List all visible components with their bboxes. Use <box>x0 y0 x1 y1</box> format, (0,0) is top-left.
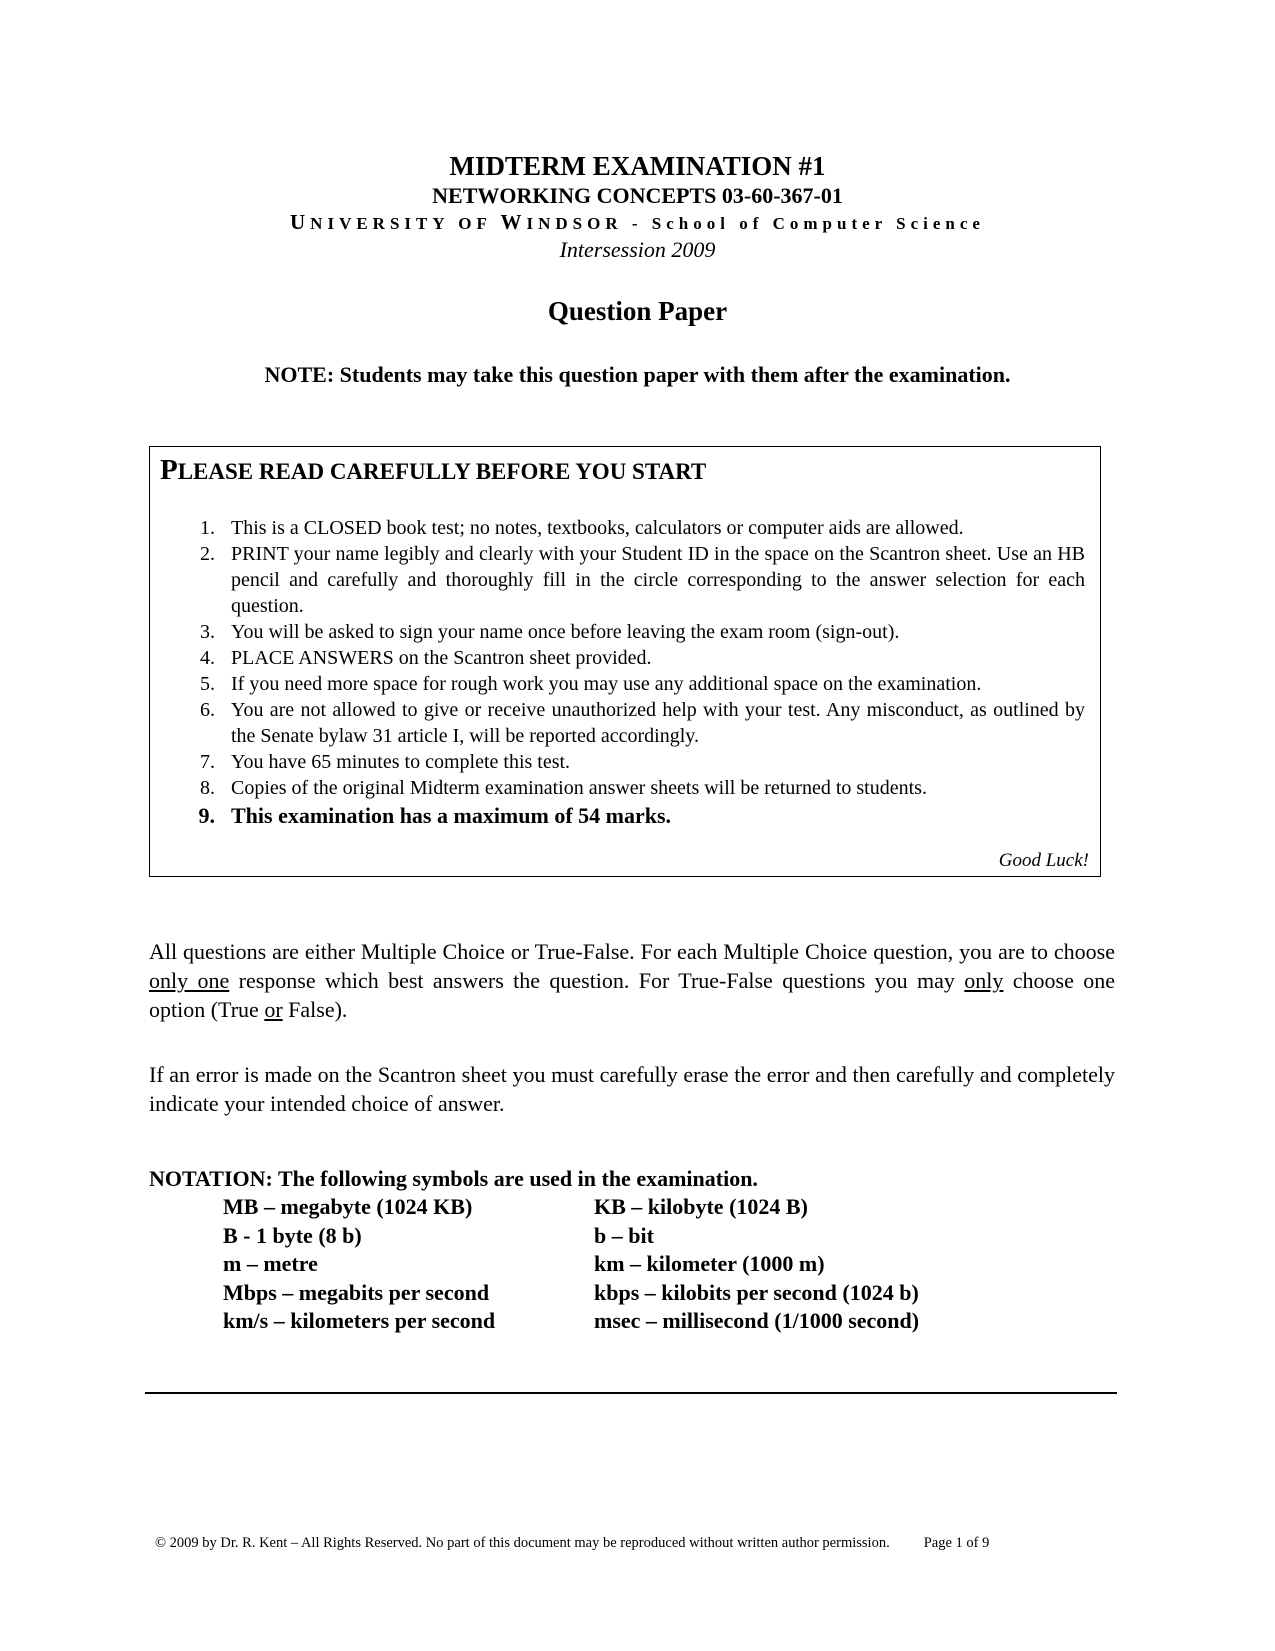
item-number: 6. <box>200 699 215 721</box>
paper-type: Question Paper <box>547 296 728 326</box>
page-number: Page 1 of 9 <box>923 1535 990 1551</box>
instructions-box <box>149 446 1101 877</box>
list-item <box>185 801 1085 831</box>
list-item <box>185 775 1085 801</box>
question-format-paragraph <box>149 937 1115 1024</box>
item-text: This is a CLOSED book test; no notes, textbooks, calculators or computer aids are allowed. <box>231 517 964 539</box>
notation-cell: KB – kilobyte (1024 B) <box>594 1194 808 1219</box>
item-number: 4. <box>200 647 215 669</box>
item-text: You are not allowed to give or receive unauthorized help with your test. Any misconduct, as outlined by the Senate bylaw 31 article I, will be reported accordingly. <box>231 699 1085 747</box>
instructions-list <box>185 515 1085 831</box>
footer <box>155 1534 989 1552</box>
university-text-2: INDSOR - School of Computer Science <box>526 214 985 233</box>
item-number: 5. <box>200 673 215 695</box>
list-item <box>185 749 1085 775</box>
university-initial-u: U <box>290 210 311 234</box>
item-number: 2. <box>200 543 215 565</box>
notation-row <box>223 1250 919 1279</box>
list-item <box>185 697 1085 749</box>
notation-cell: kbps – kilobits per second (1024 b) <box>594 1279 919 1305</box>
paragraph-text: False). <box>282 997 348 1022</box>
item-number: 9. <box>198 803 215 828</box>
course-title: NETWORKING CONCEPTS 03-60-367-01 <box>432 183 843 208</box>
horizontal-divider <box>145 1392 1117 1394</box>
list-item <box>185 515 1085 541</box>
item-text: This examination has a maximum of 54 marks. <box>231 803 672 828</box>
notation-title: NOTATION: The following symbols are used in the examination. <box>149 1166 758 1191</box>
item-text: PLACE ANSWERS on the Scantron sheet provided. <box>231 647 652 669</box>
notation-cell: Mbps – megabits per second <box>223 1279 490 1305</box>
heading-initial: P <box>160 454 178 486</box>
underlined-text: only <box>964 968 1004 993</box>
good-luck: Good Luck! <box>998 850 1089 871</box>
list-item <box>185 619 1085 645</box>
university-text-1: NIVERSITY OF <box>310 214 501 233</box>
copyright-notice: © 2009 by Dr. R. Kent – All Rights Reserved. No part of this document may be reproduced without written author permission. <box>155 1535 890 1551</box>
item-text: You will be asked to sign your name once before leaving the exam room (sign-out). <box>231 621 900 643</box>
item-number: 8. <box>200 777 215 799</box>
underlined-text: or <box>264 997 283 1022</box>
notation-cell: km/s – kilometers per second <box>223 1308 496 1333</box>
notation-cell: m – metre <box>223 1251 318 1276</box>
list-item <box>185 671 1085 697</box>
notation-table <box>223 1193 919 1336</box>
exam-title: MIDTERM EXAMINATION #1 <box>449 151 826 181</box>
item-number: 1. <box>200 517 215 539</box>
notation-row <box>223 1307 919 1336</box>
notation-cell: B - 1 byte (8 b) <box>223 1222 362 1248</box>
item-text: You have 65 minutes to complete this test. <box>231 751 571 773</box>
notation-row <box>223 1222 919 1251</box>
notation-row <box>223 1279 919 1308</box>
university-line <box>0 211 1275 235</box>
heading-text: LEASE READ CAREFULLY BEFORE YOU START <box>177 459 707 484</box>
list-item <box>185 645 1085 671</box>
item-text: Copies of the original Midterm examination answer sheets will be returned to students. <box>231 777 927 799</box>
notation-cell: b – bit <box>594 1222 654 1248</box>
item-text: PRINT your name legibly and clearly with your Student ID in the space on the Scantron sheet. Use an HB pencil and carefully and thoroughly fill in the circle corresponding to the answer selection for each question. <box>231 543 1085 617</box>
list-item <box>185 541 1085 619</box>
notation-cell: msec – millisecond (1/1000 second) <box>594 1308 920 1333</box>
notation-cell: km – kilometer (1000 m) <box>594 1251 825 1276</box>
term: Intersession 2009 <box>559 237 716 262</box>
paragraph-text: choose one option (True <box>149 968 1115 1022</box>
item-text: If you need more space for rough work you may use any additional space on the examination. <box>231 673 982 695</box>
notation-cell: MB – megabyte (1024 KB) <box>223 1194 473 1219</box>
underlined-text: only one <box>149 968 230 993</box>
notation-row <box>223 1193 919 1222</box>
paragraph-text: response which best answers the question. For True-False questions you may <box>229 968 965 993</box>
error-correction-paragraph: If an error is made on the Scantron sheet you must carefully erase the error and then carefully and completely indicate your intended choice of answer. <box>149 1062 1115 1116</box>
item-number: 3. <box>200 621 215 643</box>
item-number: 7. <box>200 751 215 773</box>
university-initial-w: W <box>500 210 527 234</box>
instructions-heading <box>160 453 706 489</box>
note: NOTE: Students may take this question paper with them after the examination. <box>264 362 1011 387</box>
paragraph-text: All questions are either Multiple Choice or True-False. For each Multiple Choice question, you are to choose <box>149 939 1115 964</box>
